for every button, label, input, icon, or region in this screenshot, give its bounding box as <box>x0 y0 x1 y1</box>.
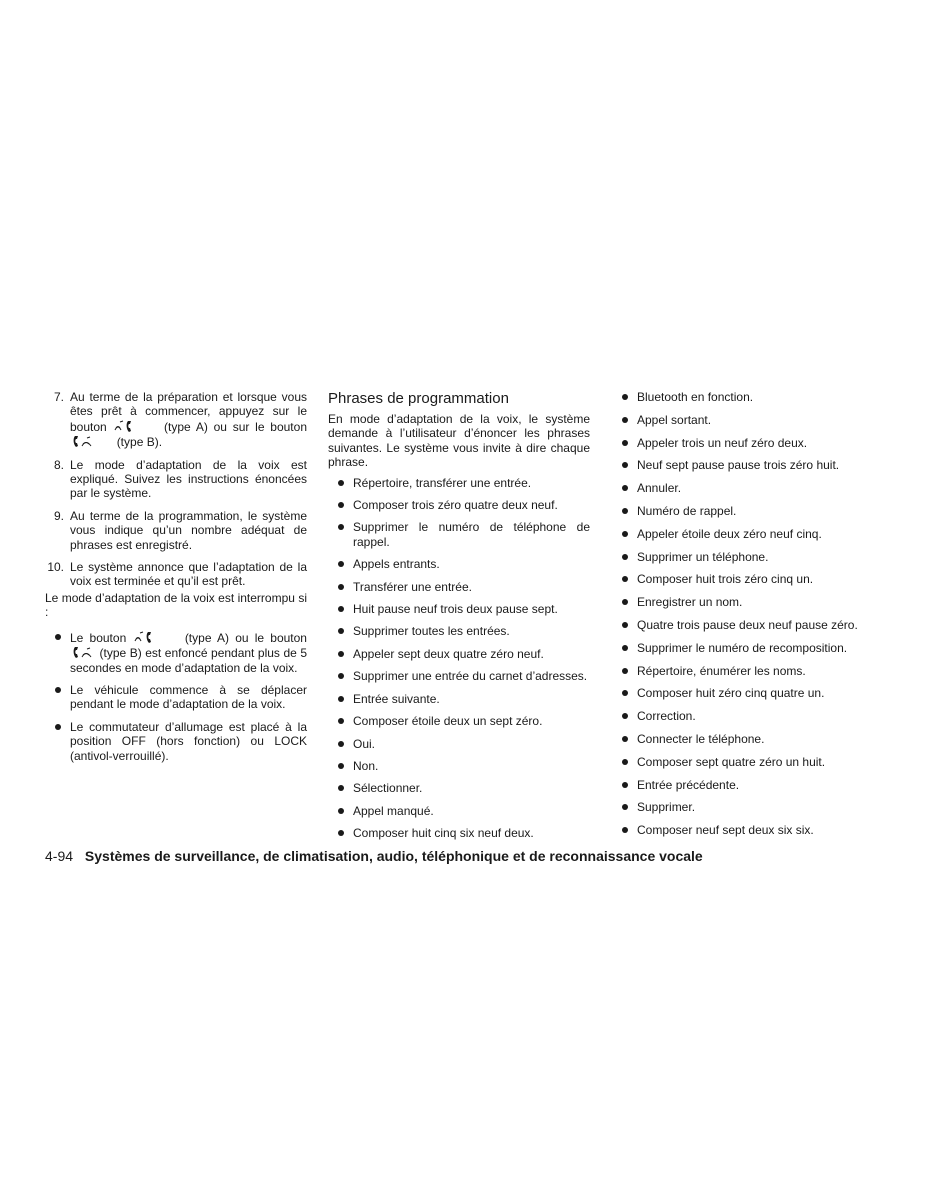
bullet-icon <box>338 718 344 724</box>
phrase-text: Enregistrer un nom. <box>637 595 743 610</box>
right-column <box>612 390 877 846</box>
phrase-text: Composer huit trois zéro cinq un. <box>637 572 814 587</box>
phrase-text: Supprimer le numéro de recomposition. <box>637 640 848 655</box>
phrase-item <box>328 826 590 840</box>
phrase-item <box>328 476 590 490</box>
bullet-icon <box>55 724 61 730</box>
phrase-item <box>328 669 590 683</box>
phrase-text: Supprimer une entrée du carnet d’adresses. <box>353 669 588 684</box>
phrase-item <box>328 714 590 728</box>
phrase-text: Neuf sept pause pause trois zéro huit. <box>637 458 840 473</box>
phrase-text: Appel sortant. <box>637 412 712 427</box>
step-8 <box>45 458 307 501</box>
phrase-item <box>612 732 877 746</box>
intro-paragraph: En mode d’adaptation de la voix, le système demande à l’utilisateur d’énoncer les phrases suivantes. Le système vous invite à dire chaque phrase. <box>328 412 590 470</box>
bullet-text: Le commutateur d’allumage est placé à la position OFF (hors fonction) ou LOCK (antivol-verrouillé). <box>70 719 307 763</box>
step-9 <box>45 509 307 552</box>
phrase-item <box>612 755 877 769</box>
step-text: Le système annonce que l’adaptation de la voix est terminée et qu’il est prêt. <box>70 560 307 589</box>
bullet-text: Le véhicule commence à se déplacer pendant le mode d’adaptation de la voix. <box>70 682 307 712</box>
bullet-item <box>45 683 307 712</box>
phrase-text: Entrée précédente. <box>637 777 740 792</box>
bullet-icon <box>622 576 628 582</box>
bullet-icon <box>622 440 628 446</box>
phrase-text: Supprimer le numéro de téléphone de rappel. <box>353 520 590 549</box>
phrase-text: Supprimer un téléphone. <box>637 549 769 564</box>
bullet-item <box>45 630 307 675</box>
phrase-text: Répertoire, transférer une entrée. <box>353 475 532 490</box>
bullet-icon <box>338 808 344 814</box>
phrase-text: Appels entrants. <box>353 557 440 572</box>
bullet-icon <box>622 759 628 765</box>
bullet-icon <box>338 673 344 679</box>
phone-voice-icon <box>72 434 94 449</box>
phrase-item <box>612 527 877 541</box>
bullet-icon <box>622 690 628 696</box>
page-number: 4-94 <box>45 848 74 864</box>
phrase-item <box>612 390 877 404</box>
phrase-item <box>328 647 590 661</box>
phrase-item <box>612 778 877 792</box>
interrupt-conditions <box>45 630 307 763</box>
bullet-icon <box>622 531 628 537</box>
phrase-item <box>612 481 877 495</box>
bullet-icon <box>338 584 344 590</box>
step-number: 7. <box>53 390 64 404</box>
phrase-text: Annuler. <box>637 481 682 496</box>
bullet-icon <box>622 462 628 468</box>
phrase-text: Supprimer. <box>637 800 696 815</box>
phrase-list-middle <box>328 476 590 841</box>
phrase-text: Supprimer toutes les entrées. <box>353 624 510 639</box>
phrase-item <box>328 602 590 616</box>
phrase-item <box>612 709 877 723</box>
phrase-item <box>612 595 877 609</box>
bullet-icon <box>338 651 344 657</box>
phrase-text: Appeler trois un neuf zéro deux. <box>637 435 808 450</box>
phrase-item <box>328 692 590 706</box>
bullet-icon <box>55 634 61 640</box>
bullet-text-part3: (type B) est enfoncé pendant plus de 5 secondes en mode d’adaptation de la voix. <box>70 646 307 675</box>
phrase-text: Entrée suivante. <box>353 691 440 706</box>
phrase-text: Oui. <box>353 736 376 751</box>
step-7 <box>45 390 307 450</box>
phrase-item <box>328 804 590 818</box>
bullet-icon <box>622 713 628 719</box>
phrase-text: Appeler étoile deux zéro neuf cinq. <box>637 526 822 541</box>
step-number: 9. <box>53 508 64 523</box>
bullet-icon <box>622 508 628 514</box>
step-text-part3: (type B). <box>116 435 163 450</box>
step-text: Au terme de la programmation, le système vous indique qu’un nombre adéquat de phrases est enregistré. <box>70 508 307 552</box>
bullet-icon <box>338 502 344 508</box>
phrase-item <box>612 458 877 472</box>
chapter-title: Systèmes de surveillance, de climatisation, audio, téléphonique et de reconnaissance vocale <box>84 848 703 864</box>
phrase-text: Correction. <box>637 709 696 724</box>
phrase-text: Connecter le téléphone. <box>637 731 765 746</box>
phrase-item <box>612 504 877 518</box>
phrase-item <box>328 498 590 512</box>
bullet-icon <box>338 741 344 747</box>
phrase-text: Appel manqué. <box>353 803 434 818</box>
phrase-text: Composer trois zéro quatre deux neuf. <box>353 498 558 513</box>
phrase-text: Sélectionner. <box>353 781 423 796</box>
phrase-item <box>328 580 590 594</box>
phrase-item <box>612 664 877 678</box>
bullet-icon <box>622 668 628 674</box>
phrase-text: Huit pause neuf trois deux pause sept. <box>353 602 558 617</box>
phrase-text: Composer sept quatre zéro un huit. <box>637 754 826 769</box>
phrase-item <box>612 641 877 655</box>
bullet-icon <box>622 599 628 605</box>
left-column <box>45 390 307 771</box>
bullet-icon <box>622 417 628 423</box>
bullet-icon <box>622 782 628 788</box>
voice-phone-icon <box>114 419 136 434</box>
bullet-icon <box>622 736 628 742</box>
bullet-icon <box>622 554 628 560</box>
voice-phone-icon <box>134 630 156 645</box>
phone-voice-icon <box>72 645 94 660</box>
bullet-icon <box>622 804 628 810</box>
step-number: 10. <box>47 560 64 575</box>
bullet-item <box>45 720 307 763</box>
middle-column <box>328 390 590 849</box>
bullet-icon <box>338 628 344 634</box>
phrase-item <box>328 557 590 571</box>
phrase-text: Numéro de rappel. <box>637 503 737 518</box>
bullet-icon <box>55 687 61 693</box>
bullet-icon <box>622 622 628 628</box>
phrase-text: Composer étoile deux un sept zéro. <box>353 714 543 729</box>
phrase-text: Quatre trois pause deux neuf pause zéro. <box>637 617 858 632</box>
phrase-item <box>612 686 877 700</box>
phrase-item <box>612 550 877 564</box>
phrase-text: Transférer une entrée. <box>353 579 472 594</box>
bullet-text-part2: (type A) ou le bouton <box>184 630 307 645</box>
phrase-item <box>612 823 877 837</box>
bullet-text-part1: Le bouton <box>70 630 127 645</box>
phrase-item <box>328 624 590 638</box>
step-text: Le mode d’adaptation de la voix est expliqué. Suivez les instructions énoncées par le système. <box>70 457 307 501</box>
section-heading: Phrases de programmation <box>328 390 509 407</box>
phrase-text: Appeler sept deux quatre zéro neuf. <box>353 646 544 661</box>
phrase-text: Non. <box>353 758 379 773</box>
bullet-icon <box>338 606 344 612</box>
bullet-icon <box>338 524 344 530</box>
page-footer <box>45 848 703 864</box>
phrase-text: Composer huit cinq six neuf deux. <box>353 826 534 841</box>
phrase-item <box>328 759 590 773</box>
phrase-item <box>328 781 590 795</box>
phrase-list-right <box>612 390 877 838</box>
bullet-icon <box>622 485 628 491</box>
phrase-text: Composer huit zéro cinq quatre un. <box>637 686 825 701</box>
interrupt-paragraph: Le mode d’adaptation de la voix est interrompu si : <box>45 590 307 620</box>
step-text-part2: (type A) ou sur le bouton <box>164 419 307 434</box>
bullet-icon <box>622 827 628 833</box>
bullet-icon <box>338 785 344 791</box>
bullet-icon <box>338 763 344 769</box>
phrase-item <box>612 413 877 427</box>
step-number: 8. <box>53 457 64 472</box>
bullet-icon <box>622 394 628 400</box>
step-10 <box>45 560 307 589</box>
step-text-part1: Au terme de la préparation et lorsque vous êtes prêt à commencer, appuyez sur le bouton <box>70 390 307 434</box>
phrase-item <box>612 800 877 814</box>
bullet-icon <box>338 480 344 486</box>
phrase-text: Bluetooth en fonction. <box>637 390 754 404</box>
bullet-icon <box>338 561 344 567</box>
phrase-item <box>328 520 590 549</box>
bullet-icon <box>338 830 344 836</box>
bullet-icon <box>622 645 628 651</box>
phrase-item <box>328 737 590 751</box>
phrase-text: Composer neuf sept deux six six. <box>637 823 814 838</box>
phrase-text: Répertoire, énumérer les noms. <box>637 663 806 678</box>
phrase-item <box>612 618 877 632</box>
bullet-icon <box>338 696 344 702</box>
phrase-item <box>612 436 877 450</box>
phrase-item <box>612 572 877 586</box>
